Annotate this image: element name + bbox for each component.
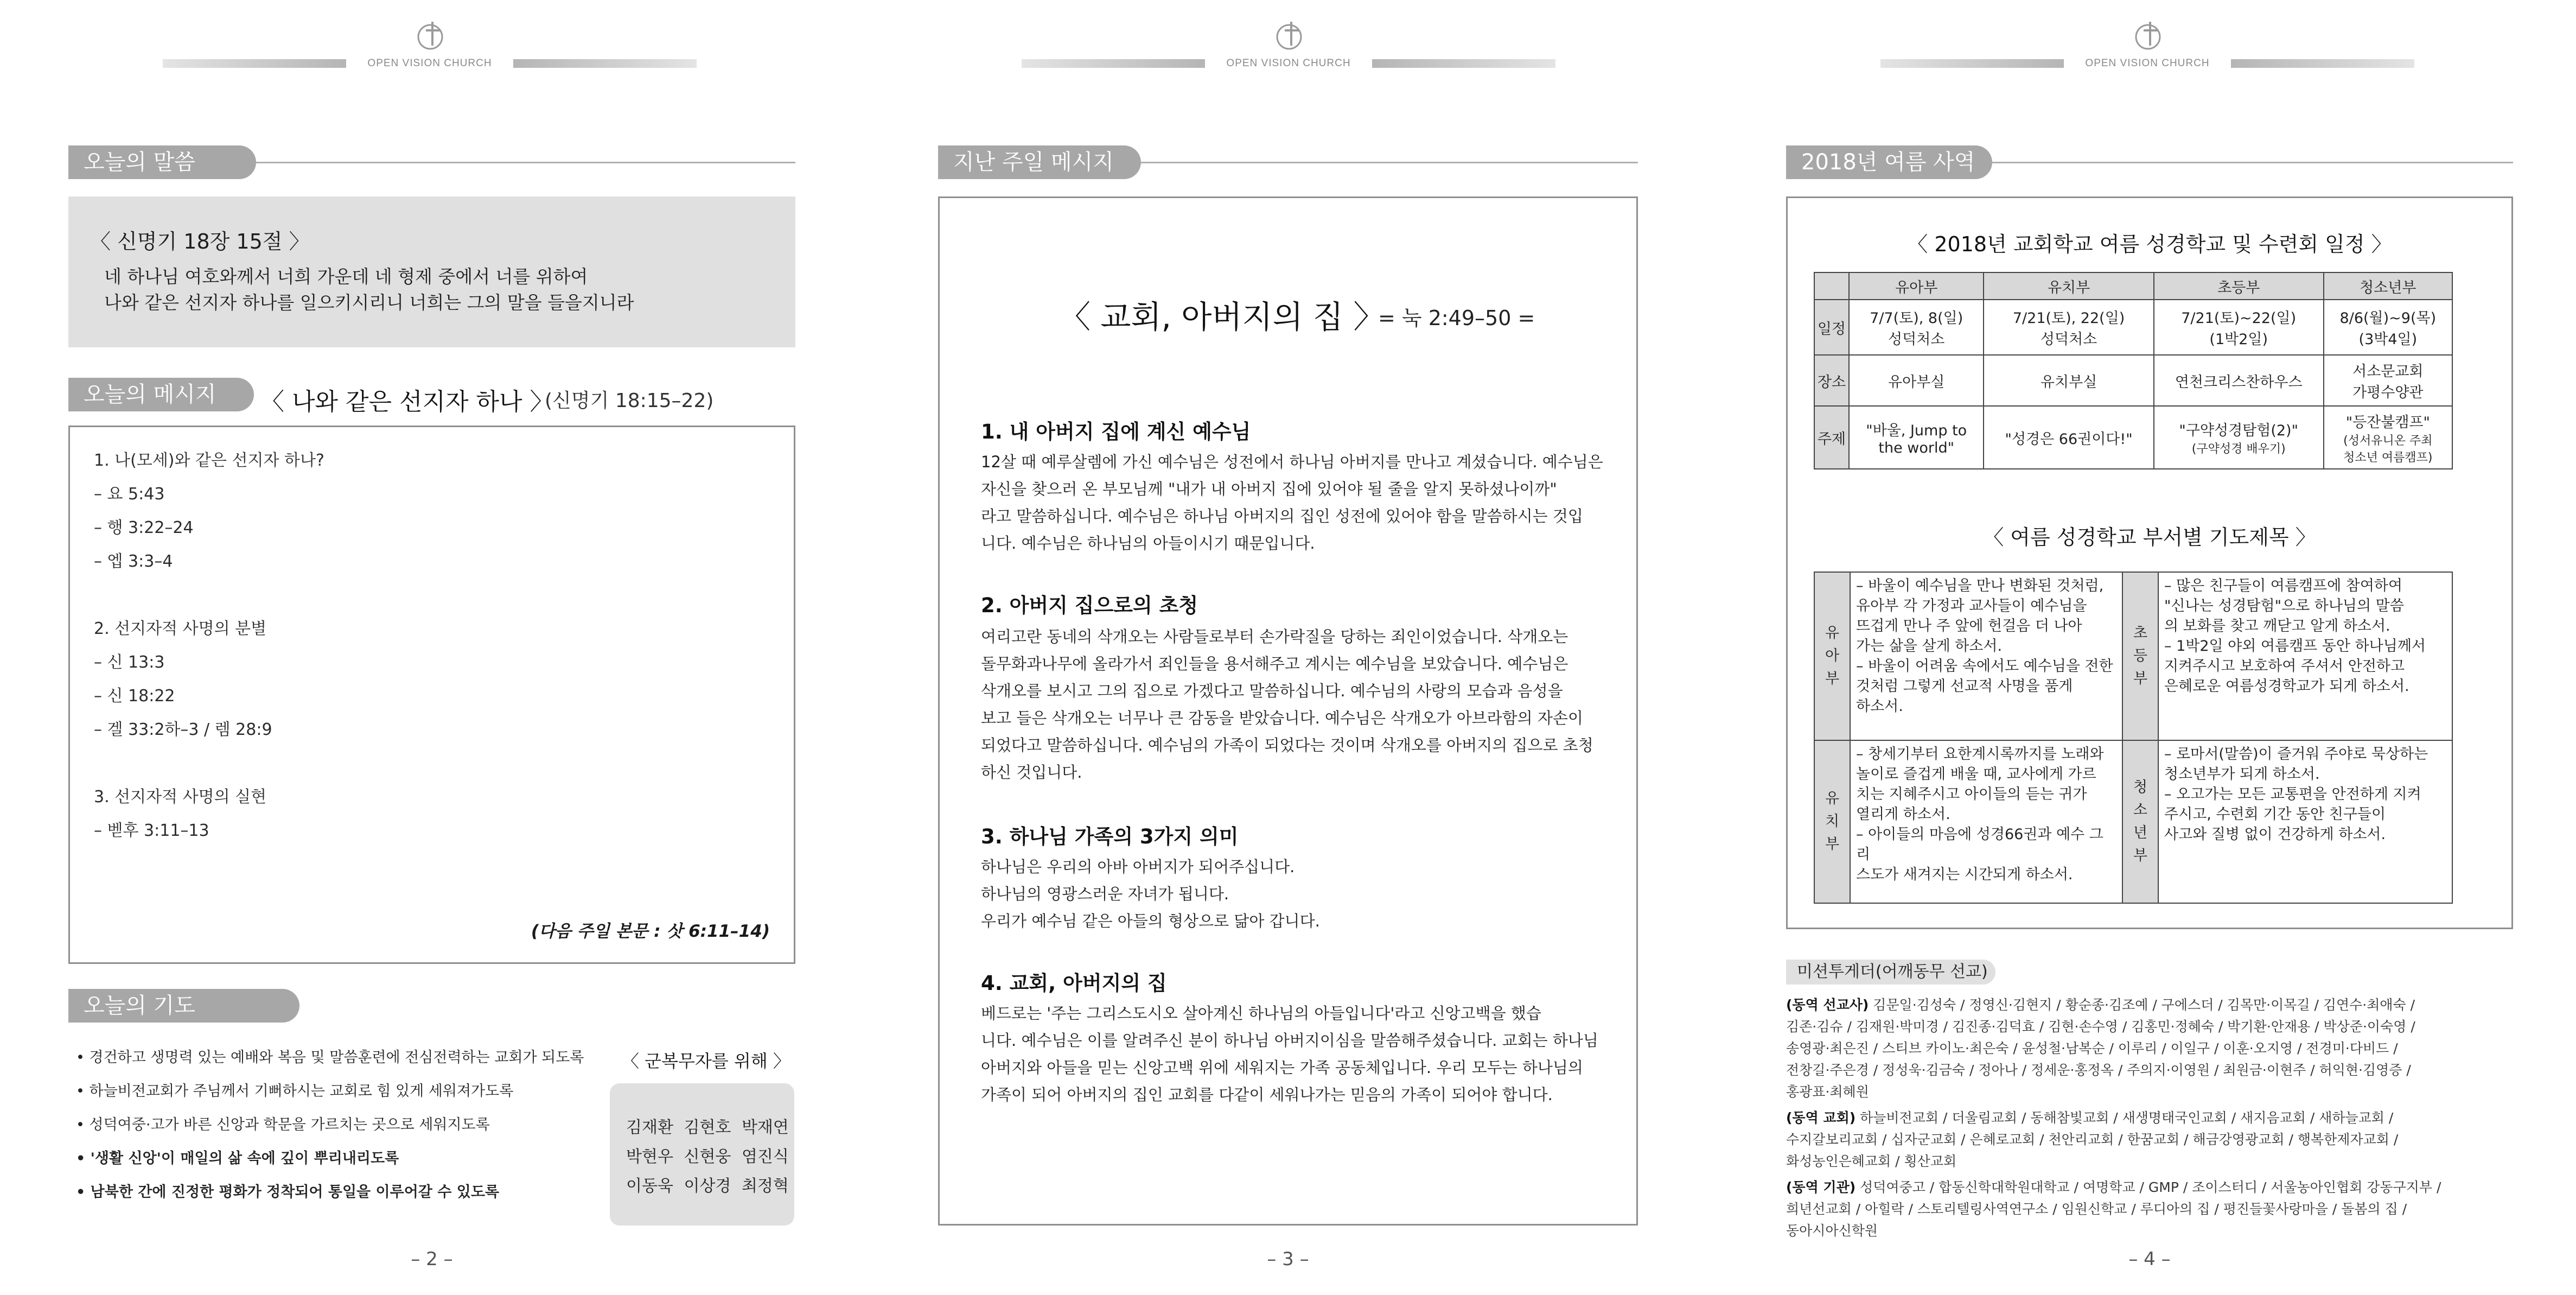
- mission-line: [1786, 994, 2415, 1014]
- point-line: 12살 때 예루살렘에 가신 예수님은 성전에서 하나님 아버지를 만나고 계셨습니다. 예수님은: [981, 453, 1603, 471]
- mission-label: (동역 선교사): [1786, 997, 1869, 1013]
- point-line: 라고 말씀하십니다. 예수님은 하나님 아버지의 집인 성전에 있어야 함을 말씀하시는 것입: [981, 507, 1583, 525]
- point-line: 하나님의 영광스러운 자녀가 됩니다.: [981, 885, 1229, 903]
- schedule-cell: [1849, 300, 1984, 355]
- outline-item: – 신 18:22: [94, 687, 175, 706]
- outline-item: – 행 3:22–24: [94, 518, 194, 537]
- cell-line: 연천크리스찬하우스: [2175, 373, 2303, 391]
- cell-line: 유치부실: [2040, 373, 2097, 391]
- mission-line: [1786, 1107, 2393, 1127]
- schedule-cell: [2324, 406, 2452, 469]
- point-line: 보고 들은 삭개오는 너무나 큰 감동을 받았습니다. 예수님은 삭개오가 아브라함의 자손이: [981, 709, 1583, 727]
- sermon-title: 〈 교회, 아버지의 집 〉: [1059, 299, 1385, 335]
- cell-line: the world": [1878, 440, 1955, 456]
- schedule-col-header: 초등부: [2154, 272, 2324, 300]
- schedule-col-header: 유치부: [1984, 272, 2153, 300]
- cell-line: 성덕처소: [2040, 331, 2097, 348]
- prayer-line: 은혜로운 여름성경학교가 되게 하소서.: [2164, 678, 2409, 695]
- page-4: [1718, 0, 2576, 1295]
- message-reference: (신명기 18:15–22): [545, 390, 714, 412]
- dept-prayer-text: [1850, 740, 2122, 903]
- schedule-cell: [2324, 355, 2452, 406]
- military-names-line: 박현우 신현웅 염진식: [626, 1147, 789, 1166]
- outline-item: 3. 선지자적 사명의 실현: [94, 788, 267, 807]
- dept-char: 부: [2133, 847, 2148, 864]
- point-line: 우리가 예수님 같은 아들의 형상으로 닮아 갑니다.: [981, 912, 1320, 930]
- outline-item: 1. 나(모세)와 같은 선지자 하나?: [94, 451, 324, 470]
- schedule-cell: [1984, 406, 2153, 469]
- cell-line: 성덕처소: [1888, 331, 1945, 348]
- section-rule: [1141, 162, 1638, 163]
- dept-char: 아: [1825, 648, 1840, 664]
- prayer-line: 사고와 질병 없이 건강하게 하소서.: [2164, 826, 2386, 843]
- prayer-line: 청소년부가 되게 하소서.: [2164, 766, 2320, 783]
- point-heading: 3. 하나님 가족의 3가지 의미: [981, 825, 1239, 848]
- prayer-line: 뜨겁게 만나 주 앞에 헌걸음 더 나아: [1856, 618, 2082, 634]
- point-line: 되었다고 말씀하십니다. 예수님의 가족이 되었다는 것이며 삭개오를 아버지의 집으로 초청: [981, 736, 1593, 754]
- prayer-item: • 남북한 간에 진정한 평화가 정착되어 통일을 이루어갈 수 있도록: [76, 1184, 499, 1201]
- sermon-outline-box: [68, 426, 795, 964]
- mission-text: 화성농인은혜교회 / 횡산교회: [1786, 1153, 1957, 1169]
- dept-char: 등: [2133, 648, 2148, 664]
- mission-text: 김존·김슈 / 김재원·박미경 / 김진종·김덕효 / 김현·손수영 / 김홍민·정혜숙 / 박기환·안재용 / 박상준·이숙영 /: [1786, 1019, 2415, 1034]
- schedule-cell: [2154, 355, 2324, 406]
- summer-ministry-section-title: 2018년 여름 사역: [1786, 145, 1992, 179]
- mission-text: 수지갈보리교회 / 십자군교회 / 은혜로교회 / 천안리교회 / 한꿈교회 / 해금강영광교회 / 행복한제자교회 /: [1786, 1132, 2399, 1147]
- prayer-line: 놀이로 즐겁게 배울 때, 교사에게 가르: [1856, 766, 2096, 783]
- prayer-line: 하소서.: [1856, 698, 1903, 715]
- header-bar-left: [1022, 59, 1205, 68]
- point-line: 하신 것입니다.: [981, 763, 1082, 782]
- header-bar-right: [2231, 59, 2414, 68]
- cell-line: "성경은 66권이다!": [2005, 430, 2133, 448]
- church-logo-icon: [1273, 18, 1308, 53]
- schedule-row-place: [1814, 355, 2452, 406]
- prayer-line: – 오고가는 모든 교통편을 안전하게 지켜: [2164, 786, 2421, 803]
- point-line: 가족이 되어 아버지의 집인 교회를 다같이 세워나가는 믿음의 가족이 되어야 합니다.: [981, 1085, 1553, 1104]
- cell-line: "등잔불캠프": [2345, 414, 2430, 431]
- verse-reference: 〈 신명기 18장 15절 〉: [90, 230, 310, 253]
- prayer-line: 스도가 새겨지는 시간되게 하소서.: [1856, 866, 2073, 883]
- mission-line: [1786, 1016, 2415, 1036]
- schedule-row-theme: [1814, 406, 2452, 469]
- dept-label: [2122, 740, 2158, 903]
- point-line: 니다. 예수님은 이를 알려주신 분이 하나님 아버지이심을 말씀해주셨습니다. 교회는 하나님: [981, 1031, 1598, 1050]
- schedule-row-label: 장소: [1814, 355, 1849, 406]
- mission-line: [1786, 1081, 1869, 1101]
- mission-text: 동아시아신학원: [1786, 1223, 1878, 1239]
- dept-prayer-row: [1814, 740, 2452, 903]
- outline-item: – 엡 3:3–4: [94, 552, 173, 571]
- next-week-passage: (다음 주일 본문 : 삿 6:11–14): [531, 922, 770, 941]
- cell-line: 서소문교회: [2352, 363, 2424, 380]
- mission-line: [1786, 1177, 2441, 1196]
- mission-line: [1786, 1198, 2407, 1218]
- outline-item: – 벧후 3:11–13: [94, 821, 209, 840]
- sermon-box: [938, 196, 1638, 1226]
- cell-line: (성서유니온 주최: [2343, 434, 2433, 448]
- mission-line: [1786, 1038, 2398, 1057]
- mission-line: [1786, 1129, 2398, 1148]
- prayer-line: – 바울이 어려움 속에서도 예수님을 전한: [1856, 658, 2113, 675]
- header-church-name: OPEN VISION CHURCH: [2085, 58, 2210, 69]
- mission-text: 전창길·주은경 / 정성욱·김금숙 / 정아나 / 정세운·홍정옥 / 주의지·이영원 / 최원금·이현주 / 허익현·김영증 /: [1786, 1062, 2411, 1078]
- prayer-line: 주시고, 수련회 기간 동안 친구들이: [2164, 806, 2386, 823]
- church-logo-icon: [2132, 18, 2166, 53]
- schedule-title: 〈 2018년 교회학교 여름 성경학교 및 수련회 일정 〉: [1907, 232, 2392, 256]
- cell-line: 7/7(토), 8(일): [1870, 310, 1963, 327]
- verse-box: [68, 196, 795, 347]
- prayer-line: – 아이들의 마음에 성경66권과 예수 그리: [1856, 826, 2103, 863]
- header-bar-right: [1372, 59, 1555, 68]
- prayer-line: – 많은 친구들이 여름캠프에 참여하여: [2164, 577, 2403, 594]
- prayer-line: 가는 삶을 살게 하소서.: [1856, 638, 2003, 655]
- page-3: [859, 0, 1717, 1295]
- header-bar-left: [1880, 59, 2064, 68]
- point-line: 아버지와 아들을 믿는 신앙고백 위에 세워지는 가족 공동체입니다. 우리 모두는 하나님의: [981, 1058, 1583, 1077]
- header-bar-left: [163, 59, 346, 68]
- schedule-cell: [1984, 300, 2153, 355]
- outline-item: – 신 13:3: [94, 653, 165, 672]
- summer-ministry-box: [1786, 196, 2513, 929]
- prayer-line: – 1박2일 야외 여름캠프 동안 하나님께서: [2164, 638, 2426, 655]
- outline-item: – 요 5:43: [94, 485, 165, 504]
- mission-together-title: 미션투게더(어깨동무 선교): [1786, 960, 1995, 985]
- cell-line: "바울, Jump to: [1866, 422, 1967, 439]
- point-line: 니다. 예수님은 하나님의 아들이시기 때문입니다.: [981, 534, 1315, 553]
- mission-text: 홍광표·최혜원: [1786, 1084, 1869, 1100]
- mission-text: 희년선교회 / 아힐락 / 스토리텔링사역연구소 / 임원신학교 / 루디아의 집 / 평진들꽃사랑마을 / 돌봄의 집 /: [1786, 1201, 2407, 1217]
- point-heading: 4. 교회, 아버지의 집: [981, 972, 1167, 995]
- page-number: – 3 –: [1267, 1248, 1309, 1270]
- cell-line: 가평수양관: [2352, 384, 2424, 401]
- dept-char: 초: [2133, 625, 2148, 642]
- schedule-cell: [1849, 406, 1984, 469]
- dept-prayer-title: 〈 여름 성경학교 부서별 기도제목 〉: [1983, 525, 2316, 549]
- message-section-title: 오늘의 메시지: [68, 378, 254, 411]
- military-prayer-title: 〈 군복무자를 위해 〉: [622, 1051, 790, 1071]
- mission-line: [1786, 1059, 2411, 1079]
- point-heading: 2. 아버지 집으로의 초청: [981, 594, 1198, 617]
- dept-char: 청: [2133, 779, 2148, 796]
- schedule-col-header: 유아부: [1849, 272, 1984, 300]
- cell-line: 청소년 여름캠프): [2343, 450, 2433, 465]
- prayer-line: 지켜주시고 보호하여 주셔서 안전하고: [2164, 658, 2405, 675]
- word-section-title: 오늘의 말씀: [68, 145, 256, 179]
- dept-char: 유: [1825, 625, 1840, 642]
- dept-label: [2122, 572, 2158, 740]
- military-names-line: 김재환 김현호 박재연: [626, 1118, 789, 1137]
- point-line: 자신을 찾으러 온 부모님께 "내가 내 아버지 집에 있어야 될 줄을 알지 못하셨나이까": [981, 480, 1557, 498]
- dept-char: 부: [1825, 670, 1840, 687]
- dept-char: 치: [1825, 813, 1840, 830]
- mission-label: (동역 교회): [1786, 1110, 1856, 1126]
- prayer-line: "신나는 성경탐험"으로 하나님의 말씀: [2164, 598, 2404, 614]
- dept-prayer-text: [1850, 572, 2122, 740]
- prayer-line: 유아부 각 가정과 교사들이 예수님을: [1856, 598, 2087, 614]
- prayer-item: • 성덕여중·고가 바른 신앙과 학문을 가르치는 곳으로 세워지도록: [76, 1116, 490, 1133]
- cell-line: (3박4일): [2358, 331, 2418, 348]
- page-number: – 2 –: [411, 1248, 453, 1270]
- prayer-line: 열리게 하소서.: [1856, 806, 1950, 823]
- mission-text: 성덕여중고 / 합동신학대학원대학교 / 여명학교 / GMP / 조이스터디 / 서울농아인협회 강동구지부 /: [1856, 1179, 2441, 1195]
- point-heading: 1. 내 아버지 집에 계신 예수님: [981, 420, 1251, 443]
- header-church-name: OPEN VISION CHURCH: [1226, 58, 1351, 69]
- schedule-corner-cell: [1814, 272, 1849, 300]
- section-rule: [1992, 162, 2513, 163]
- cell-line: 유아부실: [1888, 373, 1945, 391]
- outline-item: 2. 선지자적 사명의 분별: [94, 619, 267, 638]
- dept-prayer-table: [1814, 572, 2453, 904]
- prayer-line: – 로마서(말씀)이 즐거워 주야로 묵상하는: [2164, 746, 2428, 763]
- dept-char: 년: [2133, 824, 2148, 841]
- dept-char: 부: [2133, 670, 2148, 687]
- sermon-reference: = 눅 2:49–50 =: [1378, 306, 1535, 330]
- dept-prayer-text: [2158, 740, 2452, 903]
- church-logo-icon: [414, 18, 449, 53]
- header-church-name: OPEN VISION CHURCH: [367, 58, 492, 69]
- dept-label: [1814, 572, 1850, 740]
- schedule-cell: [2324, 300, 2452, 355]
- verse-line: 네 하나님 여호와께서 너희 가운데 네 형제 중에서 너를 위하여: [104, 266, 588, 287]
- military-names-line: 이동욱 이상경 최정혁: [626, 1177, 789, 1196]
- schedule-header-row: [1814, 272, 2452, 300]
- prayer-line: – 창세기부터 요한계시록까지를 노래와: [1856, 746, 2104, 763]
- mission-text: 하늘비전교회 / 더울림교회 / 동해참빛교회 / 새생명태국인교회 / 새지음교회 / 새하늘교회 /: [1856, 1110, 2394, 1126]
- schedule-row-label: 일정: [1814, 300, 1849, 355]
- schedule-row-dates: [1814, 300, 2452, 355]
- point-line: 여리고란 동네의 삭개오는 사람들로부터 손가락질을 당하는 죄인이었습니다. 삭개오는: [981, 627, 1568, 646]
- prayer-line: 것처럼 그렇게 선교적 사명을 품게: [1856, 678, 2073, 695]
- schedule-cell: [1849, 355, 1984, 406]
- message-title: 〈 나와 같은 선지자 하나 〉: [260, 388, 554, 416]
- mission-label: (동역 기관): [1786, 1179, 1856, 1195]
- page-2: [0, 0, 858, 1295]
- prayer-section-title: 오늘의 기도: [68, 989, 299, 1023]
- point-line: 베드로는 '주는 그리스도시오 살아계신 하나님의 아들입니다'라고 신앙고백을 했습: [981, 1004, 1541, 1023]
- schedule-table: [1814, 272, 2453, 469]
- mission-line: [1786, 1151, 1956, 1170]
- point-line: 삭개오를 보시고 그의 집으로 가겠다고 말씀하십니다. 예수님의 사랑의 모습과 음성을: [981, 682, 1563, 700]
- dept-char: 소: [2133, 802, 2148, 818]
- cell-line: 7/21(토)~22(일): [2181, 310, 2297, 327]
- dept-label: [1814, 740, 1850, 903]
- cell-line: 8/6(월)~9(목): [2339, 310, 2437, 327]
- prayer-item: • 경건하고 생명력 있는 예배와 복음 및 말씀훈련에 전심전력하는 교회가 되도록: [76, 1049, 584, 1066]
- dept-prayer-text: [2158, 572, 2452, 740]
- mission-line: [1786, 1220, 1878, 1240]
- header-bar-right: [513, 59, 697, 68]
- schedule-cell: [2154, 300, 2324, 355]
- last-sermon-section-title: 지난 주일 메시지: [938, 145, 1141, 179]
- schedule-cell: [2154, 406, 2324, 469]
- point-line: 하나님은 우리의 아바 아버지가 되어주십니다.: [981, 858, 1295, 876]
- prayer-item: • '생활 신앙'이 매일의 삶 속에 깊이 뿌리내리도록: [76, 1150, 399, 1167]
- cell-line: (구약성경 배우기): [2191, 442, 2286, 456]
- prayer-line: – 바울이 예수님을 만나 변화된 것처럼,: [1856, 577, 2104, 594]
- cell-line: (1박2일): [2209, 331, 2268, 348]
- dept-prayer-row: [1814, 572, 2452, 740]
- schedule-col-header: 청소년부: [2324, 272, 2452, 300]
- dept-char: 유: [1825, 790, 1840, 807]
- military-names-box: [610, 1083, 794, 1226]
- page-number: – 4 –: [2128, 1248, 2171, 1270]
- cell-line: "구약성경탐험(2)": [2179, 422, 2298, 439]
- prayer-item: • 하늘비전교회가 주님께서 기뻐하시는 교회로 힘 있게 세워져가도록: [76, 1083, 514, 1100]
- schedule-row-label: 주제: [1814, 406, 1849, 469]
- outline-item: – 겔 33:2하–3 / 렘 28:9: [94, 720, 272, 739]
- section-rule: [256, 162, 795, 163]
- schedule-cell: [1984, 355, 2153, 406]
- point-line: 돌무화과나무에 올라가서 죄인들을 용서해주고 계시는 예수님을 보았습니다. 예수님은: [981, 655, 1568, 673]
- prayer-line: 의 보화를 찾고 깨닫고 알게 하소서.: [2164, 618, 2390, 634]
- cell-line: 7/21(토), 22(일): [2012, 310, 2125, 327]
- mission-text: 김문일·김성숙 / 정영신·김현지 / 황순종·김조예 / 구에스더 / 김목만·이목길 / 김연수·최애숙 /: [1869, 997, 2415, 1013]
- mission-text: 송영광·최은진 / 스티브 카이노·최은숙 / 윤성철·남복순 / 이루리 / 이일구 / 이훈·오지영 / 전경미·다비드 /: [1786, 1040, 2398, 1056]
- prayer-line: 치는 지혜주시고 아이들의 듣는 귀가: [1856, 786, 2087, 803]
- verse-line: 나와 같은 선지자 하나를 일으키시리니 너희는 그의 말을 들을지니라: [104, 292, 634, 313]
- dept-char: 부: [1825, 836, 1840, 853]
